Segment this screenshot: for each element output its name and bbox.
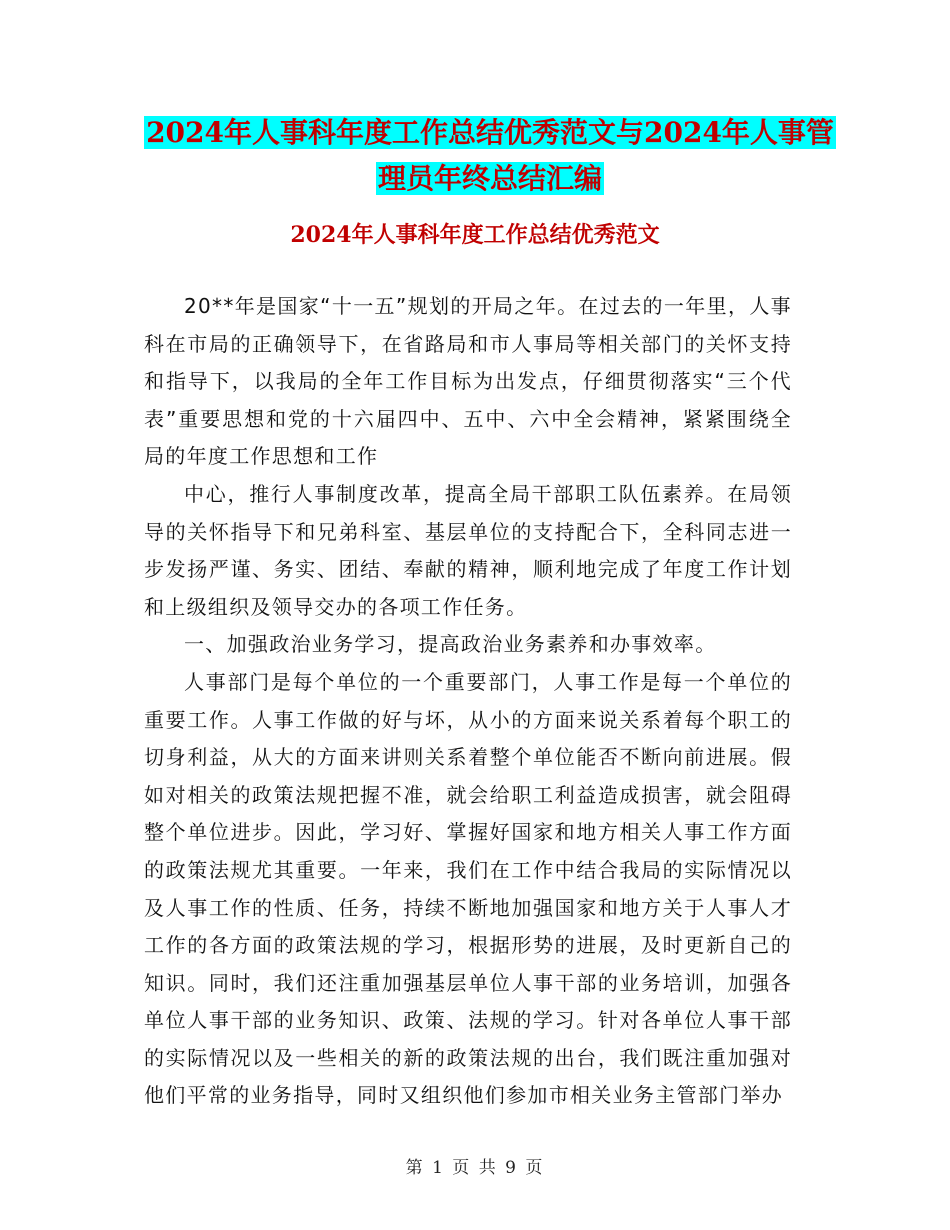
page-number-footer: 第 1 页 共 9 页 (405, 1158, 545, 1178)
document-title-line-2: 理员年终总结汇编 (377, 162, 602, 195)
paragraph: 一、加强政治业务学习，提高政治业务素养和办事效率。 (184, 632, 717, 657)
paragraph: 人事部门是每个单位的一个重要部门，人事工作是每一个单位的重要工作。人事工作做的好与坏，从小的方面来说关系着每个职工的切身利益，从大的方面来讲则关系着整个单位能否不断向前进展。假如对相关的政策法规把握不准，就会给职工利益造成损害，就会阻碍整个单位进步。因此，学习好、掌握好国家和地方相关人事工作方面的政策法规尤其重要。一年来，我们在工作中结合我局的实际情况以及人事工作的性质、任务，持续不断地加强国家和地方关于人事人才工作的各方面的政策法规的学习，根据形势的进展，及时更新自己的知识。同时，我们还注重加强基层单位人事干部的业务培训，加强各单位人事干部的业务知识、政策、法规的学习。针对各单位人事干部的实际情况以及一些相关的新的政策法规的出台，我们既注重加强对他们平常的业务指导，同时又组织他们参加市相关业务主管部门举办 (144, 669, 792, 1108)
paragraph: 20**年是国家“十一五”规划的开局之年。在过去的一年里，人事科在市局的正确领导下，在省路局和市人事局等相关部门的关怀支持和指导下，以我局的全年工作目标为出发点，仔细贯彻落实“三个代表”重要思想和党的十六届四中、五中、六中全会精神，紧紧围绕全局的年度工作思想和工作 (144, 294, 792, 469)
document-title (140, 110, 840, 202)
section-title: 2024年人事科年度工作总结优秀范文 (290, 222, 660, 248)
document-body (144, 288, 792, 1115)
paragraph: 中心，推行人事制度改革，提高全局干部职工队伍素养。在局领导的关怀指导下和兄弟科室、基层单位的支持配合下，全科同志进一步发扬严谨、务实、团结、奉献的精神，顺利地完成了年度工作计划和上级组织及领导交办的各项工作任务。 (144, 481, 792, 619)
document-title-line-1: 2024年人事科年度工作总结优秀范文与2024年人事管 (146, 116, 834, 149)
